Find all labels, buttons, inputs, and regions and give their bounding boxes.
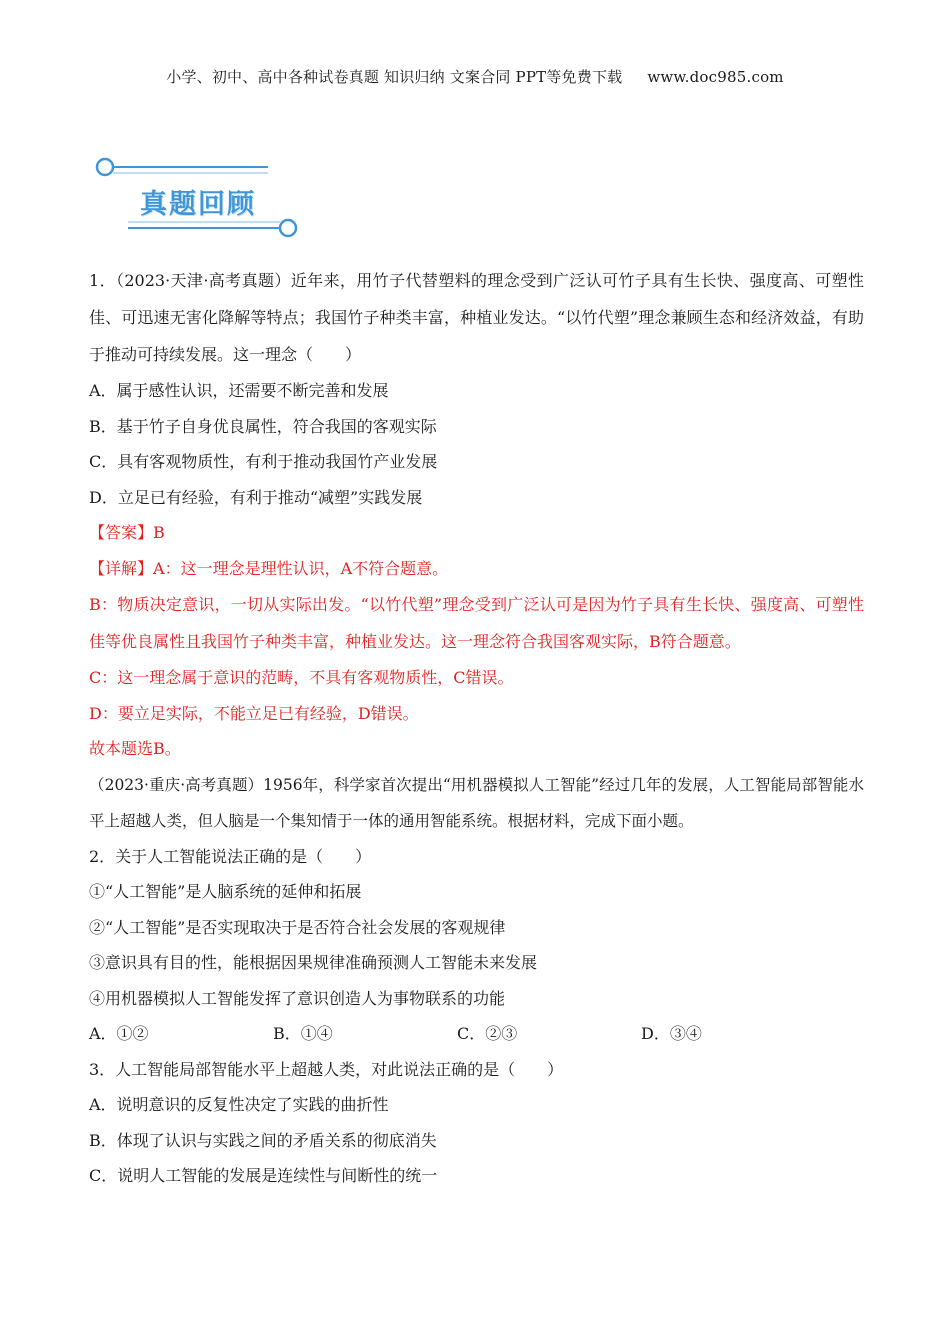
page-header [0, 66, 950, 87]
question-2-statement-2: ②“人工智能”是否实现取决于是否符合社会发展的客观规律 [89, 917, 506, 937]
question-3-option-c: C．说明人工智能的发展是连续性与间断性的统一 [89, 1166, 438, 1185]
question-2-stem: 2．关于人工智能说法正确的是（ ） [89, 846, 372, 866]
question-2-option-a: A．①② [89, 1024, 149, 1043]
detail-a-text: A：这一理念是理性认识，A不符合题意。 [153, 558, 449, 578]
question-3-stem: 3．人工智能局部智能水平上超越人类，对此说法正确的是（ ） [89, 1059, 564, 1079]
question-2-option-b: B．①④ [273, 1024, 333, 1043]
answer-label: 【答案】 [89, 523, 154, 542]
question-2-option-d: D．③④ [641, 1024, 702, 1043]
header-url: www.doc985.com [647, 68, 784, 86]
question-1-detail-a [89, 551, 864, 587]
question-1-detail-d: D：要立足实际，不能立足已有经验，D错误。 [89, 703, 419, 723]
question-1-option-d: D．立足已有经验，有利于推动“减塑”实践发展 [89, 487, 423, 507]
question-2-statement-3: ③意识具有目的性，能根据因果规律准确预测人工智能未来发展 [89, 953, 538, 972]
header-text: 小学、初中、高中各种试卷真题 知识归纳 文案合同 PPT等免费下载 [166, 68, 623, 86]
question-3-option-b: B．体现了认识与实践之间的矛盾关系的彻底消失 [89, 1130, 437, 1150]
question-3-option-a: A．说明意识的反复性决定了实践的曲折性 [89, 1095, 389, 1114]
question-2-statement-4: ④用机器模拟人工智能发挥了意识创造人为事物联系的功能 [89, 988, 506, 1008]
question-1-detail-b: B：物质决定意识，一切从实际出发。“以竹代塑”理念受到广泛认可是因为竹子具有生长快、强度高、可塑性佳等优良属性且我国竹子种类丰富，种植业发达。这一理念符合我国客观实际，B符合题意。 [89, 595, 864, 651]
question-1-option-b: B．基于竹子自身优良属性，符合我国的客观实际 [89, 416, 437, 436]
question-1-conclusion: 故本题选B。 [89, 739, 181, 758]
question-1-stem: 1．（2023·天津·高考真题）近年来，用竹子代替塑料的理念受到广泛认可竹子具有生长快、强度高、可塑性佳、可迅速无害化降解等特点；我国竹子种类丰富，种植业发达。“以竹代塑”理念兼顾生态和经济效益，有助于推动可持续发展。这一理念（ ） [89, 271, 864, 364]
question-1-answer [89, 515, 864, 551]
question-1-option-a: A．属于感性认识，还需要不断完善和发展 [89, 381, 389, 400]
detail-label: 【详解】 [89, 558, 154, 578]
question-2-option-c: C．②③ [457, 1024, 518, 1043]
question-2-options [89, 1016, 864, 1052]
section-banner [92, 152, 302, 244]
question-2-material: （2023·重庆·高考真题）1956年，科学家首次提出“用机器模拟人工智能”经过几年的发展，人工智能局部智能水平上超越人类，但人脑是一个集知情于一体的通用智能系统。根据材料，完成下面小题。 [89, 775, 864, 830]
answer-value: B [153, 523, 165, 542]
question-1-detail-c: C：这一理念属于意识的范畴，不具有客观物质性，C错误。 [89, 668, 514, 687]
banner-title: 真题回顾 [140, 189, 256, 220]
question-2-statement-1: ①“人工智能”是人脑系统的延伸和拓展 [89, 882, 362, 901]
question-1-option-c: C．具有客观物质性，有利于推动我国竹产业发展 [89, 452, 438, 471]
document-body [89, 262, 864, 1194]
